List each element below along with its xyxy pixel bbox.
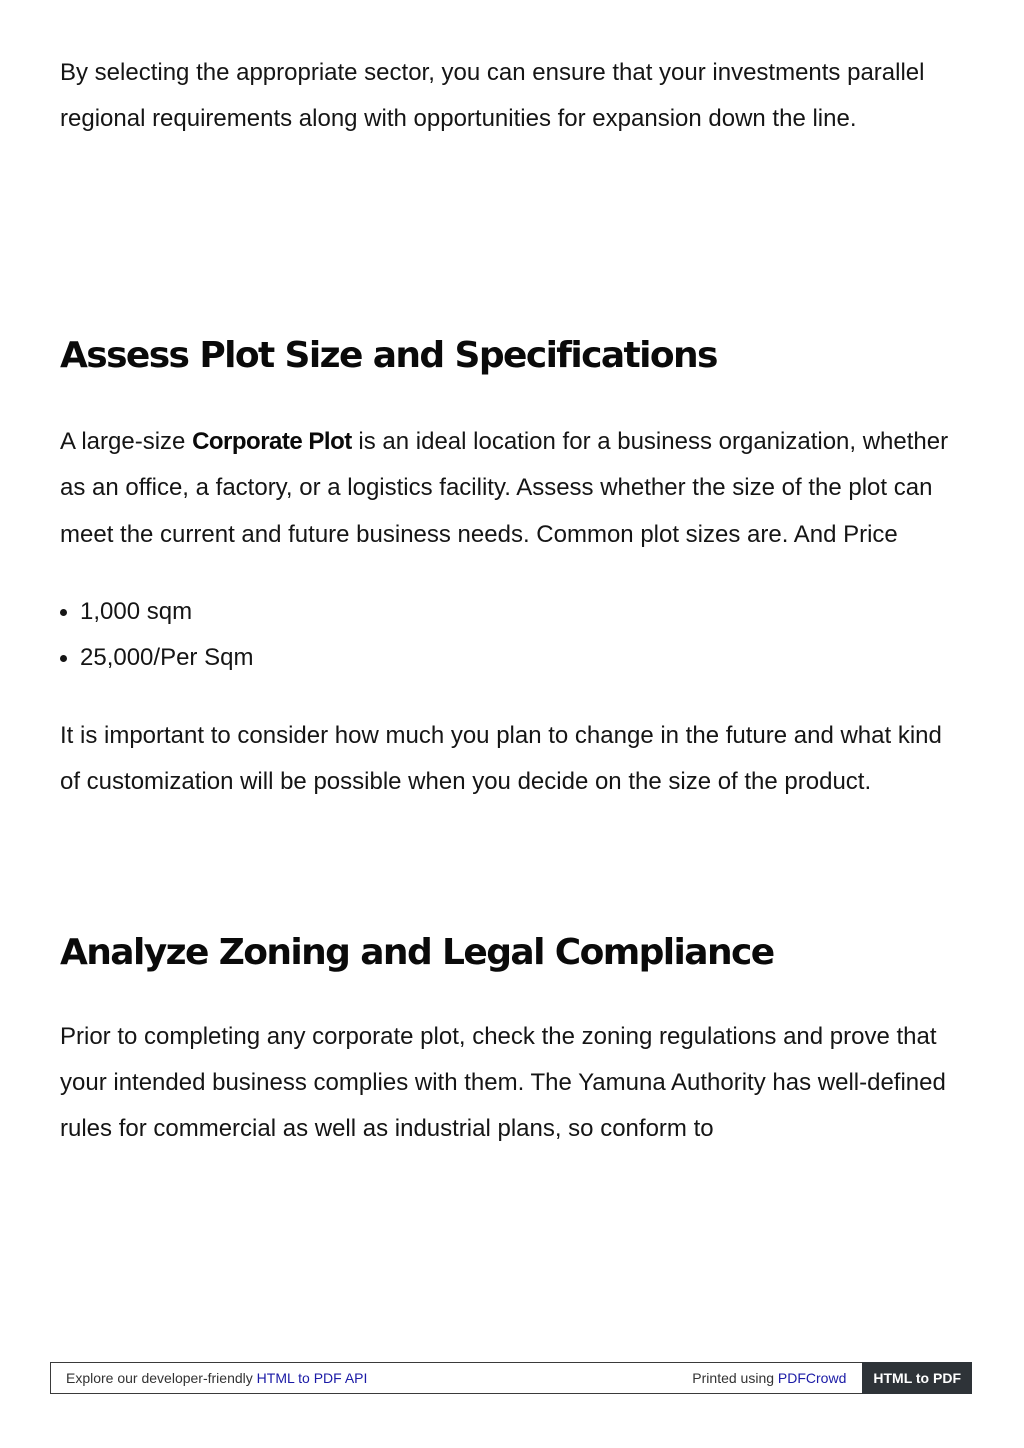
footer-printed-text: Printed using (692, 1370, 778, 1386)
zoning-paragraph: Prior to completing any corporate plot, check the zoning regulations and prove that your intended business complies with them. The Yamuna Authority has well-defined rules for commercial as well as industrial plans, so conform to (60, 1022, 946, 1143)
footer-explore-text: Explore our developer-friendly (66, 1370, 257, 1386)
bullet-icon (60, 609, 67, 616)
intro-paragraph: By selecting the appropriate sector, you can ensure that your investments parallel regional requirements along with opportunities for expansion down the line. (60, 59, 925, 133)
pdfcrowd-link[interactable]: PDFCrowd (777, 1370, 847, 1386)
plot-size-list (60, 589, 964, 682)
footer-printed (692, 1370, 862, 1386)
footer-explore (51, 1370, 692, 1386)
plot-para-rest: is an ideal location for a business organization, whether as an office, a factory, or a logistics facility. Assess whether the size of the plot can meet the current and future business needs. Common plot sizes are. And Price (60, 427, 949, 548)
corporate-plot-link[interactable]: Corporate Plot (192, 427, 352, 455)
list-item-text: 1,000 sqm (80, 598, 193, 626)
html-to-pdf-api-link[interactable]: HTML to PDF API (256, 1370, 368, 1386)
consider-paragraph: It is important to consider how much you plan to change in the future and what kind of customization will be possible when you decide on the size of the product. (60, 721, 942, 796)
plot-para-start: A large-size (60, 427, 193, 455)
article-body (60, 50, 964, 1153)
zoning-heading: Analyze Zoning and Legal Compliance (60, 931, 774, 973)
list-item (80, 635, 964, 681)
list-item (80, 589, 964, 635)
html-to-pdf-badge[interactable]: HTML to PDF (862, 1362, 972, 1394)
pdf-footer-bar (50, 1362, 972, 1394)
bullet-icon (60, 655, 67, 662)
plot-size-heading: Assess Plot Size and Specifications (60, 334, 717, 376)
list-item-text: 25,000/Per Sqm (80, 644, 254, 672)
plot-size-paragraph (60, 419, 964, 558)
